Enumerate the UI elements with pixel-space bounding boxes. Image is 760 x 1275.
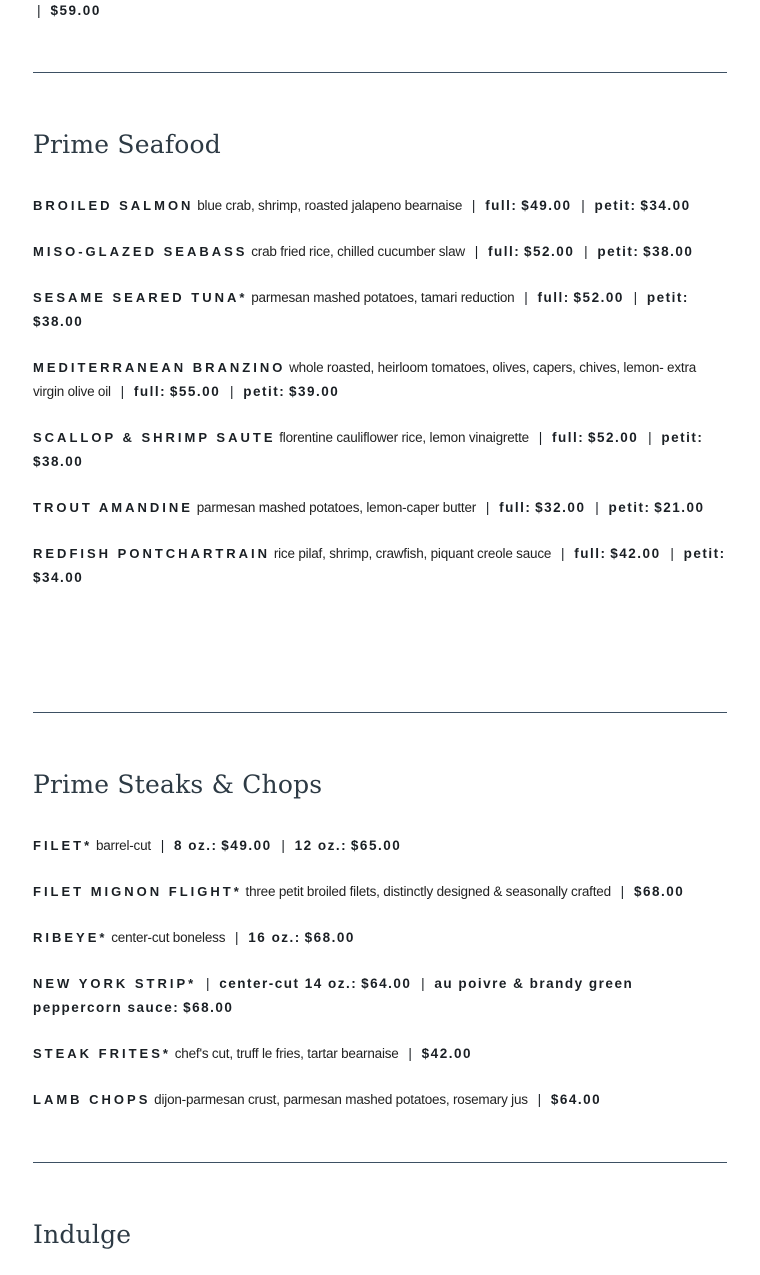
- price-separator: |: [538, 430, 543, 445]
- item-price: $42.00: [610, 546, 661, 561]
- previous-item-fragment: [33, 0, 727, 23]
- price-separator: |: [37, 2, 41, 18]
- item-price: $49.00: [521, 198, 572, 213]
- item-name: TROUT AMANDINE: [33, 500, 193, 515]
- menu-item: [33, 356, 727, 404]
- item-price: $64.00: [361, 976, 412, 991]
- section-divider: [33, 1162, 727, 1163]
- price-separator: |: [281, 838, 285, 853]
- item-name: MISO-GLAZED SEABASS: [33, 244, 248, 259]
- item-name: MEDITERRANEAN BRANZINO: [33, 360, 286, 375]
- price-separator: |: [474, 244, 479, 259]
- price-label: petit:: [594, 198, 637, 213]
- item-price: $64.00: [550, 1092, 602, 1107]
- item-price: $68.00: [633, 884, 685, 899]
- item-price: $65.00: [350, 838, 402, 853]
- price-separator: |: [537, 1092, 542, 1107]
- menu-item: [33, 1042, 727, 1066]
- item-price: $68.00: [304, 930, 355, 945]
- price-separator: |: [408, 1046, 412, 1061]
- item-name: SCALLOP & SHRIMP SAUTE: [33, 430, 276, 445]
- price-separator: |: [205, 976, 210, 991]
- price-label: full:: [499, 500, 532, 515]
- item-description: barrel-cut: [95, 838, 151, 853]
- price-label: full:: [133, 384, 167, 399]
- section-divider: [33, 72, 727, 73]
- price-separator: |: [584, 244, 588, 259]
- price-label: au poivre & brandy green peppercorn sauce:: [33, 976, 634, 1015]
- item-description: dijon-parmesan crust, parmesan mashed potatoes, rosemary jus: [154, 1092, 528, 1107]
- price-separator: |: [471, 198, 476, 213]
- item-price: $38.00: [33, 454, 84, 469]
- item-description: rice pilaf, shrimp, crawfish, piquant creole sauce: [273, 546, 552, 561]
- price-separator: |: [160, 838, 165, 853]
- item-price: $59.00: [50, 3, 101, 18]
- price-separator: |: [421, 976, 425, 991]
- item-price: $39.00: [289, 384, 340, 399]
- price-separator: |: [581, 198, 585, 213]
- item-name: NEW YORK STRIP*: [33, 976, 197, 991]
- item-description: chef's cut, truff le fries, tartar bearnaise: [174, 1046, 399, 1061]
- price-label: center-cut 14 oz.:: [219, 976, 358, 991]
- item-description: parmesan mashed potatoes, tamari reduction: [251, 290, 515, 305]
- price-label: petit:: [683, 546, 726, 561]
- menu-item: [33, 542, 727, 590]
- item-name: REDFISH PONTCHARTRAIN: [33, 546, 271, 561]
- item-price: $32.00: [535, 500, 586, 515]
- item-price: $21.00: [654, 500, 705, 515]
- item-price: $38.00: [33, 314, 84, 329]
- item-price: $34.00: [33, 570, 84, 585]
- item-name: LAMB CHOPS: [33, 1092, 151, 1107]
- price-separator: |: [229, 384, 234, 399]
- item-price: $55.00: [169, 384, 221, 399]
- section-title-prime-steaks-chops: Prime Steaks & Chops: [33, 770, 323, 799]
- menu-item: [33, 926, 727, 950]
- item-price: $34.00: [640, 198, 691, 213]
- item-price: $49.00: [221, 838, 272, 853]
- price-label: 8 oz.:: [174, 838, 218, 853]
- menu-item: [33, 286, 727, 334]
- price-label: petit:: [243, 384, 286, 399]
- item-price: $52.00: [588, 430, 639, 445]
- item-description: parmesan mashed potatoes, lemon-caper butter: [196, 500, 477, 515]
- item-price: $52.00: [524, 244, 575, 259]
- price-separator: |: [235, 930, 239, 945]
- item-name: FILET*: [33, 838, 93, 853]
- menu-item: [33, 972, 727, 1020]
- seafood-menu-list: [33, 194, 727, 612]
- price-separator: |: [620, 884, 625, 899]
- steaks-menu-list: [33, 834, 727, 1134]
- section-title-prime-seafood: Prime Seafood: [33, 130, 222, 159]
- price-separator: |: [524, 290, 528, 305]
- price-label: petit:: [597, 244, 640, 259]
- item-description: whole roasted, heirloom tomatoes, olives, capers, chives, lemon- extra virgin olive oil: [33, 360, 697, 399]
- price-label: full:: [574, 546, 607, 561]
- item-price: $68.00: [183, 1000, 234, 1015]
- price-separator: |: [485, 500, 490, 515]
- menu-item: [33, 426, 727, 474]
- price-separator: |: [595, 500, 599, 515]
- price-separator: |: [120, 384, 125, 399]
- item-price: $42.00: [421, 1046, 472, 1061]
- price-separator: |: [670, 546, 674, 561]
- price-label: full:: [485, 198, 518, 213]
- menu-item: [33, 240, 727, 264]
- price-label: full:: [551, 430, 585, 445]
- section-title-indulge: Indulge: [33, 1220, 132, 1249]
- menu-item: [33, 1088, 727, 1112]
- menu-item: [33, 834, 727, 858]
- price-separator: |: [560, 546, 565, 561]
- menu-item: [33, 880, 727, 904]
- price-label: full:: [488, 244, 521, 259]
- item-description: crab fried rice, chilled cucumber slaw: [251, 244, 465, 259]
- item-name: SESAME SEARED TUNA*: [33, 290, 248, 305]
- item-description: blue crab, shrimp, roasted jalapeno bearnaise: [197, 198, 463, 213]
- price-label: petit:: [661, 430, 704, 445]
- section-divider: [33, 712, 727, 713]
- item-description: florentine cauliflower rice, lemon vinaigrette: [279, 430, 529, 445]
- price-separator: |: [648, 430, 652, 445]
- item-description: three petit broiled filets, distinctly designed & seasonally crafted: [245, 884, 611, 899]
- price-label: 16 oz.:: [248, 930, 301, 945]
- menu-item: [33, 496, 727, 520]
- price-label: full:: [537, 290, 570, 305]
- item-price: $38.00: [643, 244, 694, 259]
- item-price: $52.00: [573, 290, 624, 305]
- price-label: petit:: [608, 500, 651, 515]
- item-name: FILET MIGNON FLIGHT*: [33, 884, 242, 899]
- price-label: 12 oz.:: [294, 838, 348, 853]
- item-description: center-cut boneless: [111, 930, 226, 945]
- menu-item: [33, 194, 727, 218]
- item-name: BROILED SALMON: [33, 198, 194, 213]
- item-name: RIBEYE*: [33, 930, 108, 945]
- item-name: STEAK FRITES*: [33, 1046, 171, 1061]
- price-label: petit:: [646, 290, 689, 305]
- price-separator: |: [633, 290, 638, 305]
